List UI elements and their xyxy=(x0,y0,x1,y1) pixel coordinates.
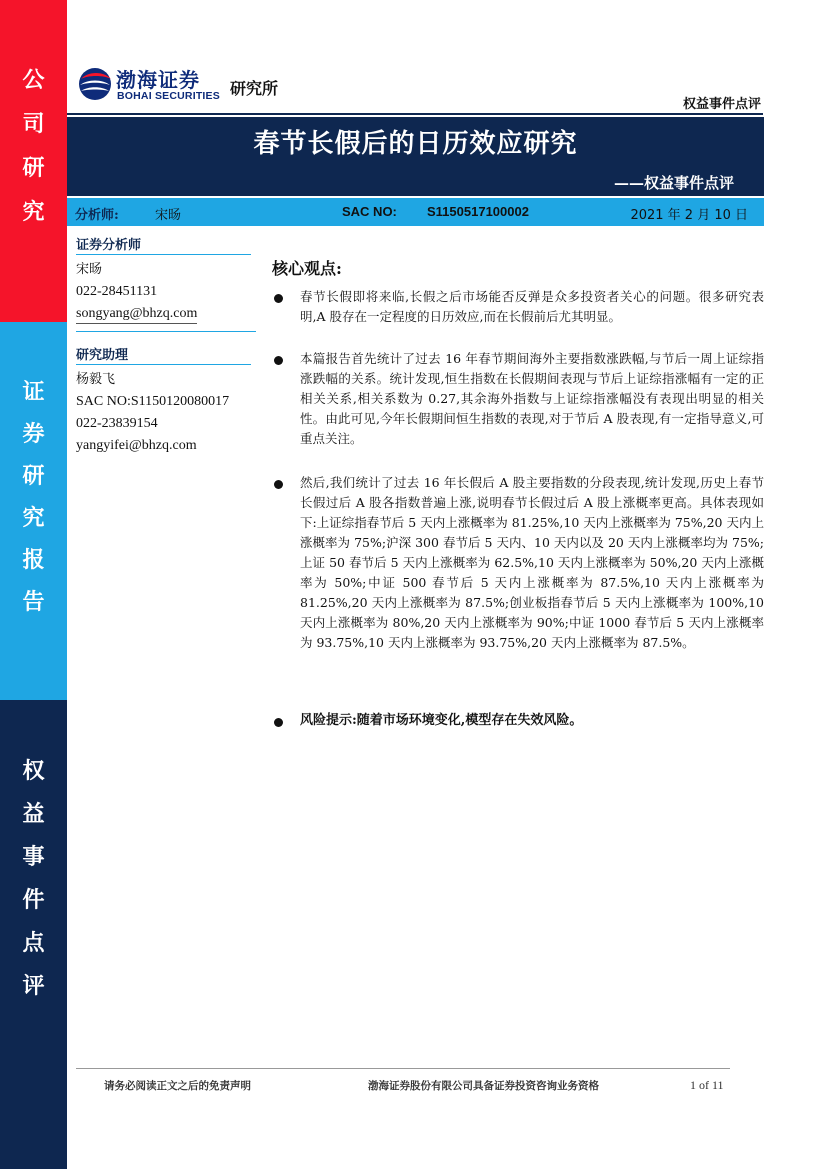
sidebar-char: 益 xyxy=(22,801,45,827)
sidebar-char: 司 xyxy=(22,111,45,137)
analyst-heading: 证券分析师 xyxy=(76,234,251,255)
logo-name-cn: 渤海证券 xyxy=(116,68,200,92)
header-divider xyxy=(67,113,763,115)
sidebar-char: 研 xyxy=(22,155,45,181)
sidebar-char: 研 xyxy=(22,463,45,489)
analyst-band xyxy=(67,198,764,226)
footer-qualification: 渤海证券股份有限公司具备证券投资咨询业务资格 xyxy=(368,1080,599,1092)
sidebar-char: 公 xyxy=(22,67,45,93)
sidebar-char: 评 xyxy=(22,973,45,999)
sidebar-char: 报 xyxy=(22,547,45,573)
report-type-label: 权益事件点评 xyxy=(682,97,761,112)
bullet-text: 春节长假即将来临,长假之后市场能否反弹是众多投资者关心的问题。很多研究表明,A 股存在一定程度的日历效应,而在长假前后尤其明显。 xyxy=(300,289,764,324)
sidebar-char: 究 xyxy=(22,505,45,531)
sidebar-equity-event xyxy=(0,700,67,1169)
info-divider xyxy=(76,331,256,332)
assistant-name: 杨毅飞 xyxy=(76,372,116,387)
bullet-text: 然后,我们统计了过去 16 年长假后 A 股主要指数的分段表现,统计发现,历史上春节长假过后 A 股各指数普遍上涨,说明春节长假过后 A 股上涨概率更高。具体表现如下:上证综指春节后 5 天内上涨概率为 81.25%,10 天内上涨概率为 75%,20 天内上涨概率为 75%;沪深 300 春节后 5 天内、10 天内以及 20 天内上涨概率均为 75%;上证 50 春节后 5 天内上涨概率为 62.5%,10 天内上涨概率为 50%,20 天内上涨概率为 50%;中证 500 春节后 5 天内上涨概率为 87.5%,10 天内上涨概率为 81.25%,20 天内上涨概率为 87.5%;创业板指春节后 5 天内上涨概率为 100%,10 天内上涨概率为 80%,20 天内上涨概率为 90%;中证 1000 春节后 5 天内上涨概率为 93.75%,10 天内上涨概率为 93.75%,20 天内上涨概率为 87.5%。 xyxy=(300,475,764,650)
assistant-info xyxy=(76,344,256,457)
analyst-phone: 022-28451131 xyxy=(76,284,158,299)
sac-label: SAC NO: xyxy=(342,204,397,219)
sidebar-char: 券 xyxy=(22,421,45,447)
report-subtitle: ——权益事件点评 xyxy=(613,174,734,192)
assistant-email[interactable]: yangyifei@bhzq.com xyxy=(76,438,197,453)
assistant-sac: SAC NO:S1150120080017 xyxy=(76,394,230,409)
sidebar-char: 点 xyxy=(22,930,45,956)
sidebar-char: 权 xyxy=(22,758,45,784)
research-dept-label: 研究所 xyxy=(230,79,279,98)
report-date: 2021 年 2 月 10 日 xyxy=(630,208,748,223)
report-title: 春节长假后的日历效应研究 xyxy=(253,129,578,159)
sidebar-char: 告 xyxy=(22,589,45,615)
sidebar-company-research xyxy=(0,0,67,322)
assistant-phone: 022-23839154 xyxy=(76,416,158,431)
sidebar-char: 事 xyxy=(22,844,45,870)
core-views-heading: 核心观点: xyxy=(272,259,342,278)
title-band xyxy=(67,117,764,196)
footer-disclaimer: 请务必阅读正文之后的免责声明 xyxy=(104,1080,251,1092)
bohai-logo-icon xyxy=(78,65,112,103)
logo-name-en: BOHAI SECURITIES xyxy=(117,90,220,102)
bullet-dot-icon xyxy=(274,718,283,727)
sidebar-char: 件 xyxy=(22,887,45,913)
sidebar-char: 证 xyxy=(22,379,45,405)
bullet-dot-icon xyxy=(274,480,283,489)
analyst-info-name: 宋旸 xyxy=(76,262,103,277)
analyst-email-link[interactable]: songyang@bhzq.com xyxy=(76,305,197,324)
analyst-label: 分析师: xyxy=(75,208,119,223)
analyst-name: 宋旸 xyxy=(155,208,182,223)
bullet-dot-icon xyxy=(274,356,283,365)
page-number: 1 of 11 xyxy=(690,1078,724,1092)
risk-warning-text: 风险提示:随着市场环境变化,模型存在失效风险。 xyxy=(300,713,583,728)
footer-divider xyxy=(76,1068,730,1069)
sidebar-char: 究 xyxy=(22,199,45,225)
sidebar-securities-report xyxy=(0,322,67,700)
bullet-dot-icon xyxy=(274,294,283,303)
bullet-text: 本篇报告首先统计了过去 16 年春节期间海外主要指数涨跌幅,与节后一周上证综指涨跌幅的关系。统计发现,恒生指数在长假期间表现与节后上证综指涨幅有一定的正相关关系,相关系数为 0.27,其余海外指数与上证综指涨幅没有表现出明显的相关性。由此可见,今年长假期间恒生指数的表现,对于节后 A 股表现,有一定指导意义,可重点关注。 xyxy=(300,351,764,446)
sidebar xyxy=(0,0,67,1169)
analyst-info xyxy=(76,234,256,332)
assistant-heading: 研究助理 xyxy=(76,344,251,365)
company-logo xyxy=(78,64,112,104)
sac-number: S1150517100002 xyxy=(427,204,529,219)
